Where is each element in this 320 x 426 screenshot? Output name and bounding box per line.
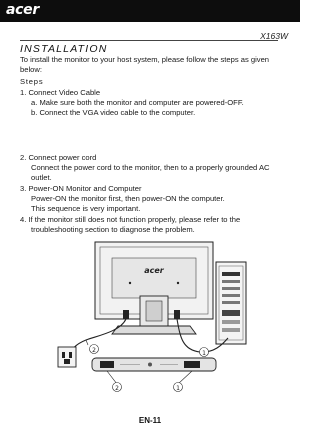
step-3-line-2: This sequence is very important. [31, 204, 141, 213]
section-title: INSTALLATION [20, 43, 108, 55]
step-4-line-1: troubleshooting section to diagnose the problem. [31, 225, 195, 234]
monitor-logo: acer [144, 266, 164, 275]
computer-tower-icon [216, 262, 246, 344]
step-1-line-b: b. Connect the VGA video cable to the computer. [31, 108, 196, 117]
model-number: X163W [260, 31, 288, 41]
intro-line-1: To install the monitor to your host system, please follow the steps as given [20, 55, 270, 64]
acer-logo: acer [6, 2, 39, 18]
steps-label: Steps [20, 77, 44, 86]
svg-text:1: 1 [176, 385, 180, 392]
svg-text:1: 1 [202, 350, 206, 357]
step-1-title: 1. Connect Video Cable [20, 88, 101, 97]
step-3-title: 3. Power-ON Monitor and Computer [20, 184, 142, 193]
step-2-title: 2. Connect power cord [20, 153, 97, 162]
monitor-rear-icon [95, 242, 213, 334]
intro-line-2: below: [20, 65, 42, 74]
step-4-title: 4. If the monitor still does not function properly, please refer to the [20, 215, 241, 224]
wall-outlet-icon [58, 347, 76, 367]
connector-panel-icon [92, 358, 216, 371]
page-number: EN-11 [138, 416, 162, 425]
step-2-line-2: outlet. [31, 173, 52, 182]
step-2-line-1: Connect the power cord to the monitor, then to a properly grounded AC [31, 163, 270, 172]
svg-text:2: 2 [92, 347, 96, 354]
step-3-line-1: Power-ON the monitor first, then power-ON the computer. [31, 194, 225, 203]
step-1-line-a: a. Make sure both the monitor and computer are powered-OFF. [31, 98, 244, 107]
svg-text:2: 2 [115, 385, 119, 392]
